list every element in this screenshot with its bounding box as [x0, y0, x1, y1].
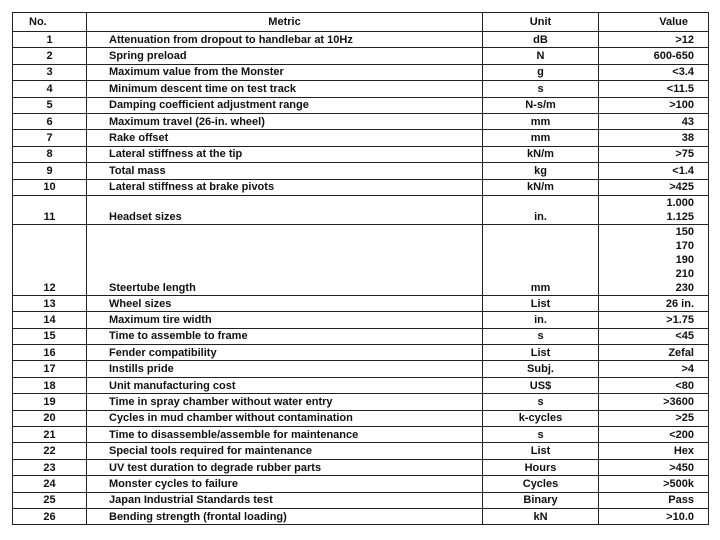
metric-value	[599, 195, 709, 224]
metric-value-line: 170	[675, 239, 694, 252]
metric-name: Total mass	[87, 163, 483, 179]
table-row	[13, 443, 709, 459]
metric-value: <200	[599, 427, 709, 443]
row-number: 1	[13, 32, 87, 48]
metric-unit: N	[483, 48, 599, 64]
metric-unit: kN/m	[483, 179, 599, 195]
table-row	[13, 394, 709, 410]
metric-unit: mm	[483, 130, 599, 146]
metric-name: Japan Industrial Standards test	[87, 492, 483, 508]
metric-value: 38	[599, 130, 709, 146]
table-row	[13, 345, 709, 361]
metric-name: Time to disassemble/assemble for maintenance	[87, 427, 483, 443]
table-row	[13, 427, 709, 443]
metric-name: Special tools required for maintenance	[87, 443, 483, 459]
metric-unit: kg	[483, 163, 599, 179]
metric-unit: US$	[483, 377, 599, 393]
metric-value: >1.75	[599, 312, 709, 328]
row-number: 25	[13, 492, 87, 508]
table-body	[13, 32, 709, 525]
row-number: 11	[13, 195, 87, 224]
row-number: 20	[13, 410, 87, 426]
metric-unit: g	[483, 64, 599, 80]
metric-name: Time to assemble to frame	[87, 328, 483, 344]
metric-value-line: 190	[675, 253, 694, 266]
table-row	[13, 64, 709, 80]
metric-value: >75	[599, 146, 709, 162]
metric-name: Maximum value from the Monster	[87, 64, 483, 80]
metric-unit: List	[483, 443, 599, 459]
metric-value: <80	[599, 377, 709, 393]
row-number: 6	[13, 113, 87, 129]
table-row	[13, 163, 709, 179]
metric-value-line: 1.000	[666, 196, 694, 209]
row-number: 5	[13, 97, 87, 113]
metric-name: Damping coefficient adjustment range	[87, 97, 483, 113]
row-number: 19	[13, 394, 87, 410]
table-row	[13, 328, 709, 344]
metric-name: Fender compatibility	[87, 345, 483, 361]
metric-unit: mm	[483, 224, 599, 295]
table-row	[13, 130, 709, 146]
metric-unit: s	[483, 427, 599, 443]
metric-unit: kN/m	[483, 146, 599, 162]
metric-name: Lateral stiffness at brake pivots	[87, 179, 483, 195]
row-number: 12	[13, 224, 87, 295]
metric-unit: Cycles	[483, 476, 599, 492]
column-header-value: Value	[599, 13, 709, 32]
metric-name: Headset sizes	[87, 195, 483, 224]
metric-name: Time in spray chamber without water entry	[87, 394, 483, 410]
metric-name: Cycles in mud chamber without contamination	[87, 410, 483, 426]
row-number: 4	[13, 81, 87, 97]
table-row	[13, 361, 709, 377]
row-number: 16	[13, 345, 87, 361]
metric-name: Steertube length	[87, 224, 483, 295]
metric-value: >425	[599, 179, 709, 195]
metric-value: >100	[599, 97, 709, 113]
metric-value: >450	[599, 459, 709, 475]
table-row	[13, 312, 709, 328]
metric-value: <45	[599, 328, 709, 344]
metric-value: <11.5	[599, 81, 709, 97]
table-row	[13, 492, 709, 508]
table-row	[13, 476, 709, 492]
metric-unit: in.	[483, 195, 599, 224]
metric-value-line: 150	[675, 225, 694, 238]
table-row	[13, 410, 709, 426]
metric-name: Lateral stiffness at the tip	[87, 146, 483, 162]
metric-unit: List	[483, 295, 599, 311]
metric-name: Spring preload	[87, 48, 483, 64]
row-number: 3	[13, 64, 87, 80]
table-row	[13, 48, 709, 64]
metric-value: >500k	[599, 476, 709, 492]
metric-unit: Hours	[483, 459, 599, 475]
metric-unit: mm	[483, 113, 599, 129]
table-row	[13, 295, 709, 311]
table-row	[13, 146, 709, 162]
column-header-metric: Metric	[87, 13, 483, 32]
column-header-unit: Unit	[483, 13, 599, 32]
metric-name: Maximum tire width	[87, 312, 483, 328]
table-row	[13, 81, 709, 97]
metric-unit: in.	[483, 312, 599, 328]
row-number: 22	[13, 443, 87, 459]
row-number: 18	[13, 377, 87, 393]
metric-value: >4	[599, 361, 709, 377]
metric-unit: Binary	[483, 492, 599, 508]
table-header	[13, 13, 709, 32]
row-number: 17	[13, 361, 87, 377]
metric-name: Minimum descent time on test track	[87, 81, 483, 97]
metric-value: <3.4	[599, 64, 709, 80]
metric-unit: dB	[483, 32, 599, 48]
table-row	[13, 32, 709, 48]
row-number: 8	[13, 146, 87, 162]
metric-unit: k-cycles	[483, 410, 599, 426]
table-row	[13, 459, 709, 475]
metric-unit: s	[483, 328, 599, 344]
row-number: 9	[13, 163, 87, 179]
metrics-table	[12, 12, 709, 525]
table-row	[13, 377, 709, 393]
row-number: 23	[13, 459, 87, 475]
metric-unit: kN	[483, 508, 599, 524]
row-number: 15	[13, 328, 87, 344]
metric-name: Instills pride	[87, 361, 483, 377]
metric-name: Monster cycles to failure	[87, 476, 483, 492]
metric-value: >25	[599, 410, 709, 426]
metric-value: Zefal	[599, 345, 709, 361]
metric-value: Pass	[599, 492, 709, 508]
metric-value: >10.0	[599, 508, 709, 524]
row-number: 24	[13, 476, 87, 492]
metric-name: Maximum travel (26-in. wheel)	[87, 113, 483, 129]
table-row	[13, 224, 709, 295]
metric-unit: s	[483, 81, 599, 97]
metric-value: 600-650	[599, 48, 709, 64]
metric-unit: s	[483, 394, 599, 410]
table-row	[13, 97, 709, 113]
metric-name: Wheel sizes	[87, 295, 483, 311]
table-row	[13, 508, 709, 524]
metric-value: Hex	[599, 443, 709, 459]
metric-name: UV test duration to degrade rubber parts	[87, 459, 483, 475]
metric-unit: List	[483, 345, 599, 361]
row-number: 2	[13, 48, 87, 64]
metric-name: Rake offset	[87, 130, 483, 146]
column-header-no: No.	[13, 13, 87, 32]
row-number: 10	[13, 179, 87, 195]
table-row	[13, 113, 709, 129]
metric-name: Attenuation from dropout to handlebar at 10Hz	[87, 32, 483, 48]
metric-value-line: 230	[675, 281, 694, 294]
metric-value: >3600	[599, 394, 709, 410]
row-number: 7	[13, 130, 87, 146]
metrics-sheet	[12, 12, 708, 534]
metric-value	[599, 224, 709, 295]
table-row	[13, 195, 709, 224]
metric-value-line: 1.125	[666, 210, 694, 223]
header-row	[13, 13, 709, 32]
metric-value: >12	[599, 32, 709, 48]
metric-unit: Subj.	[483, 361, 599, 377]
row-number: 26	[13, 508, 87, 524]
metric-name: Unit manufacturing cost	[87, 377, 483, 393]
table-row	[13, 179, 709, 195]
row-number: 14	[13, 312, 87, 328]
metric-unit: N-s/m	[483, 97, 599, 113]
metric-value: 26 in.	[599, 295, 709, 311]
metric-value: 43	[599, 113, 709, 129]
metric-value-line: 210	[675, 267, 694, 280]
row-number: 21	[13, 427, 87, 443]
row-number: 13	[13, 295, 87, 311]
metric-value: <1.4	[599, 163, 709, 179]
metric-name: Bending strength (frontal loading)	[87, 508, 483, 524]
